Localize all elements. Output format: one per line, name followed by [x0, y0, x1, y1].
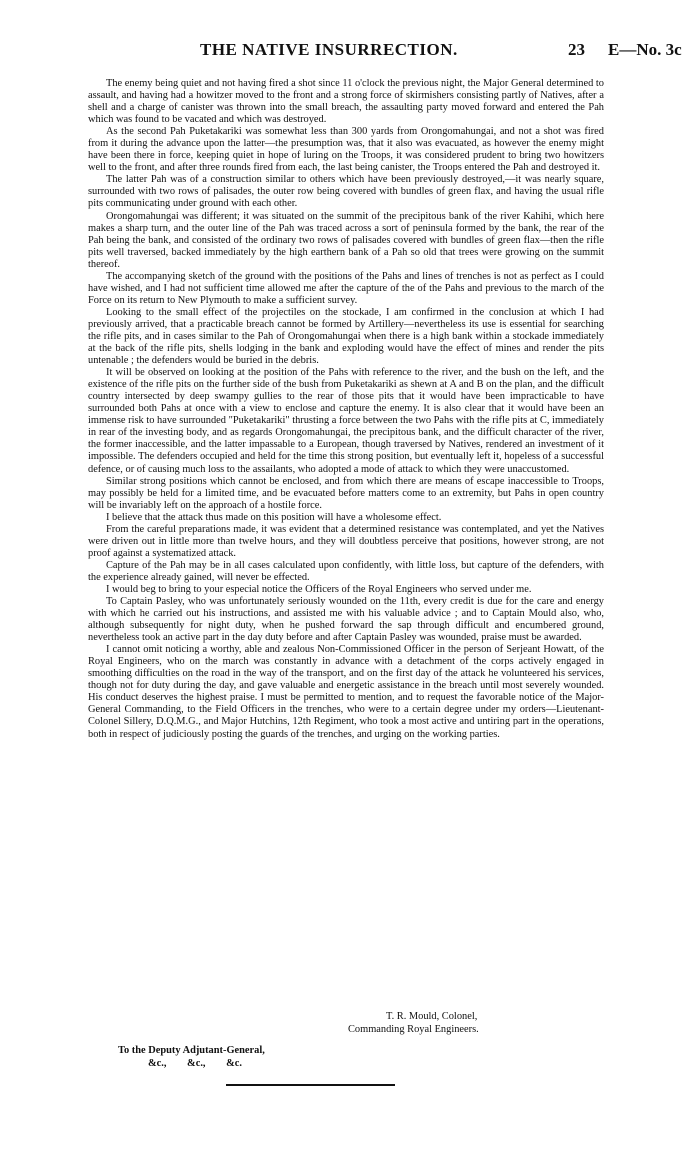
paragraph: The enemy being quiet and not having fired a shot since 11 o'clock the previous night, the Major General determined to assault, and having had a howitzer moved to the front and a strong force of skirmishers consisting partly of Natives, after a shell and a charge of canister was thrown into the small breach, the assaulting party moved forward and entered the Pah which was found to be vacated and which was destroyed. — [88, 78, 604, 126]
paragraph: I believe that the attack thus made on this position will have a wholesome effect. — [106, 511, 442, 523]
page-header — [0, 40, 700, 66]
report-body — [88, 78, 604, 741]
signature-block — [348, 1011, 628, 1036]
closing-rule — [226, 1084, 395, 1086]
paragraph: The accompanying sketch of the ground with the positions of the Pahs and lines of trenches is not as perfect as I could have wished, and I had not sufficient time allowed me after the capture of the of the Pahs and previous to the march of the Force on its return to New Plymouth to make a sufficient survey. — [88, 270, 604, 306]
paragraph: The latter Pah was of a construction similar to others which have been previously destroyed,—it was nearly square, surrounded with two rows of palisades, the outer row being covered with bundles of green flax, and having the usual rifle pits communicating under ground with each other. — [88, 174, 604, 210]
running-title: THE NATIVE INSURRECTION. — [200, 40, 458, 59]
paragraph: Orongomahungai was different; it was situated on the summit of the precipitous bank of the river Kahihi, which here makes a sharp turn, and the outer line of the Pah was traced across a sort of peninsula formed by the bank, the rear of the Pah being the bank, and consisted of the ordinary two rows of palisades covered with bundles of green flax—then the rifle pits well traversed, backed immediately by the high earthern bank of a Pah so old that trees were growing on the summit thereof. — [88, 210, 604, 270]
paragraph: As the second Pah Puketakariki was somewhat less than 300 yards from Orongomahungai, and not a shot was fired from it during the advance upon the latter—the presumption was, that it also was evacuated, as however the enemy might have been there in force, keeping quiet in hope of luring on the Troops, it was considered prudent to bring two howitzers well to the front, and after three rounds fired from each, the last being canister, the Troops entered the Pah and destroyed it. — [88, 126, 604, 174]
paragraph: From the careful preparations made, it was evident that a determined resistance was contemplated, and yet the Natives were driven out in little more than twelve hours, and they will doubtless perceive that positions, however strong, are not proof against a systematized attack. — [88, 523, 604, 559]
paragraph: Similar strong positions which cannot be enclosed, and from which there are means of escape inaccessible to Troops, may possibly be held for a limited time, and be evacuated before matters come to an extremity, but Pahs in open country will be invariably left on the approach of a hostile force. — [88, 475, 604, 511]
page-number: 23 — [568, 40, 585, 59]
paragraph: I would beg to bring to your especial notice the Officers of the Royal Engineers who served under me. — [106, 583, 532, 595]
paragraph: Capture of the Pah may be in all cases calculated upon confidently, with little loss, but capture of the defenders, with the experience already gained, will never be effected. — [88, 559, 604, 583]
signatory-role: Commanding Royal Engineers. — [348, 1023, 479, 1035]
paragraph: I cannot omit noticing a worthy, able and zealous Non-Commissioned Officer in the person of Serjeant Howatt, of the Royal Engineers, who on the march was constantly in advance with a detachment of the corps actively engaged in smoothing difficulties on the road in the way of the transport, and on the first day of the attack he volunteered his services, though not for duty during the day, and gave valuable and energetic assistance in the breach until most severely wounded. His conduct deserves the highest praise. I must be permitted to mention, and to request the favorable notice of the Major-General Commanding, to the Field Officers in the trenches, who were to a certain degree under my orders—Lieutenant-Colonel Sillery, D.Q.M.G., and Major Hutchins, 12th Regiment, who took a most active and untiring part in the operations, both in respect of judiciously posting the guards of the trenches, and urging on the working parties. — [88, 644, 604, 740]
paragraph: It will be observed on looking at the position of the Pahs with reference to the river, and the bush on the left, and the existence of the rifle pits on the further side of the bush from Puketakariki as shewn at A and B on the plan, and the difficult country intersected by deep swampy gullies to the rear of those pits that it would have been impracticable to have surrounded both Pahs at once with a view to enclose and capture the enemy. It is also clear that it would have been an immense risk to have surrounded "Puketakariki" thrusting a force between the two Pahs with the rifle pits at C, immediately in rear of the investing body, and as regards Orongomahungai, the precipitous bank, and the difficult character of the river, the former inaccessible, and the latter impassable to a European, though traversed by Natives, rendered an investment of it impossible. The defenders occupied and held for the time this strong position, but eventually left it, hopeless of a successful defence, or of causing much loss to the assailants, who adopted a mode of attack to which they were unaccustomed. — [88, 367, 604, 475]
document-reference: E—No. 3c — [608, 40, 682, 59]
paragraph: Looking to the small effect of the projectiles on the stockade, I am confirmed in the conclusion at which I had previously arrived, that a practicable breach cannot be formed by Artillery—nevertheless its use is essential for searching the rifle pits, and in cases similar to the Pah of Orongomahungai when there is a high bank within a stockade immediately at the back of the rifle pits, shells lodging in the bank and exploding would have the effect of mines and render the pits untenable ; the defenders would be buried in the debris. — [88, 306, 604, 367]
signatory-name: T. R. Mould, Colonel, — [386, 1011, 478, 1022]
addressee-line: To the Deputy Adjutant-General, — [118, 1045, 265, 1056]
paragraph: To Captain Pasley, who was unfortunately seriously wounded on the 11th, every credit is due for the care and energy with which he carried out his instructions, and assisted me with his valuable advice ; and to Captain Mould also, who, although subsequently for night duty, when he pushed forward the sap through difficult and encumbered ground, nevertheless took an active part in the day duty before and after Captain Pasley was wounded, praise must be awarded. — [88, 596, 604, 644]
addressee-etc: &c., &c., &c. — [148, 1057, 242, 1069]
addressee-block — [118, 1045, 265, 1070]
